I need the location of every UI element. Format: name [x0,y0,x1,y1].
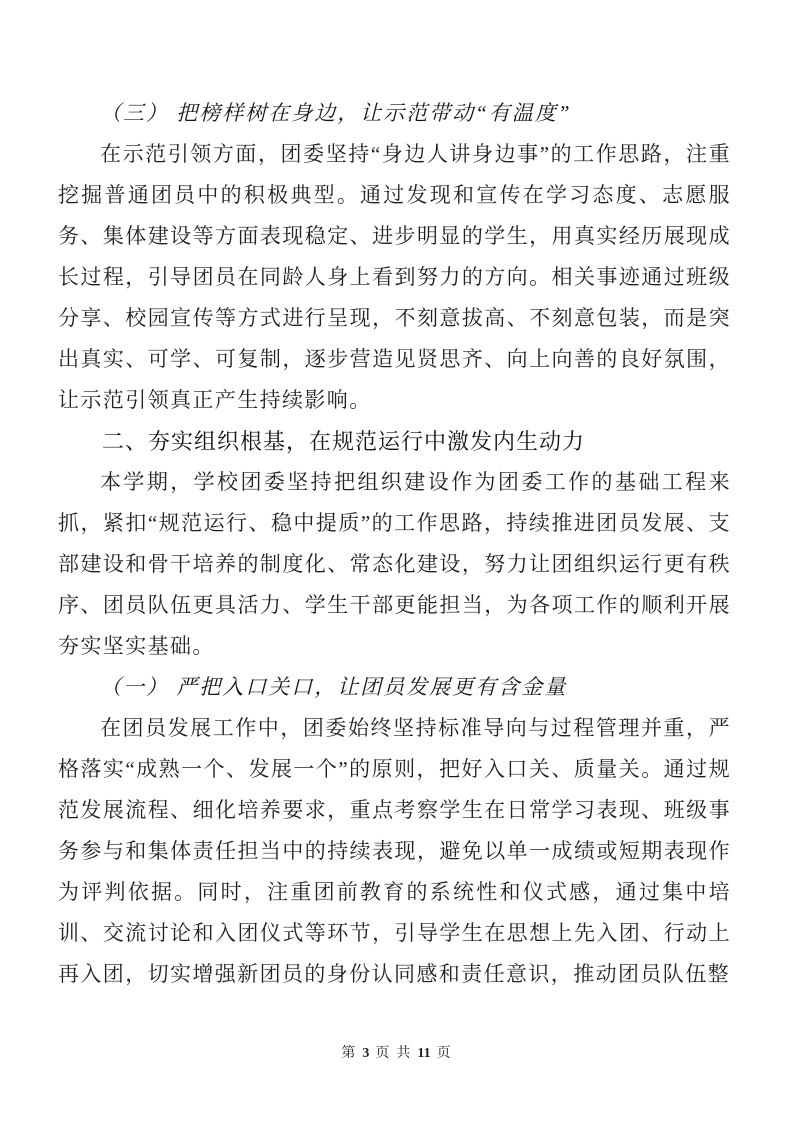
page-footer [0,1044,793,1064]
footer-of-label: 共 [396,1046,412,1061]
subsection-heading-three: （三） 把榜样树在身边，让示范带动“有温度” [100,101,572,125]
footer-page-label-2: 页 [436,1046,452,1061]
paragraph-semester-overview: 本学期，学校团委坚持把组织建设作为团委工作的基础工程来抓，紧扣“规范运行、稳中提质”的工作思路，持续推进团员发展、支部建设和骨干培养的制度化、常态化建设，努力让团组织运行更有秩序、团员队伍更具活力、学生干部更能担当，为各项工作的顺利开展夯实坚实基础。 [58,470,731,658]
paragraph-demonstration-leading: 在示范引领方面，团委坚持“身边人讲身边事”的工作思路，注重挖掘普通团员中的积极典型。通过发现和宣传在学习态度、志愿服务、集体建设等方面表现稳定、进步明显的学生，用真实经历展现成长过程，引导团员在同龄人身上看到努力的方向。相关事迹通过班级分享、校园宣传等方式进行呈现，不刻意拔高、不刻意包装，而是突出真实、可学、可复制，逐步营造见贤思齐、向上向善的良好氛围，让示范引领真正产生持续影响。 [58,142,731,412]
footer-prefix-label: 第 [341,1046,357,1061]
document-body [58,93,731,995]
total-pages-number: 11 [417,1046,431,1061]
section-heading-two: 二、夯实组织根基，在规范运行中激发内生动力 [102,429,586,454]
current-page-number: 3 [362,1046,370,1061]
footer-page-label: 页 [375,1046,391,1061]
paragraph-member-development: 在团员发展工作中，团委始终坚持标准导向与过程管理并重，严格落实“成熟一个、发展一个”的原则，把好入口关、质量关。通过规范发展流程、细化培养要求，重点考察学生在日常学习表现、班级事务参与和集体责任担当中的持续表现，避免以单一成绩或短期表现作为评判依据。同时，注重团前教育的系统性和仪式感，通过集中培训、交流讨论和入团仪式等环节，引导学生在思想上先入团、行动上再入团，切实增强新团员的身份认同感和责任意识，推动团员队伍整 [58,716,731,986]
subsection-heading-one: （一） 严把入口关口，让团员发展更有含金量 [100,675,568,699]
